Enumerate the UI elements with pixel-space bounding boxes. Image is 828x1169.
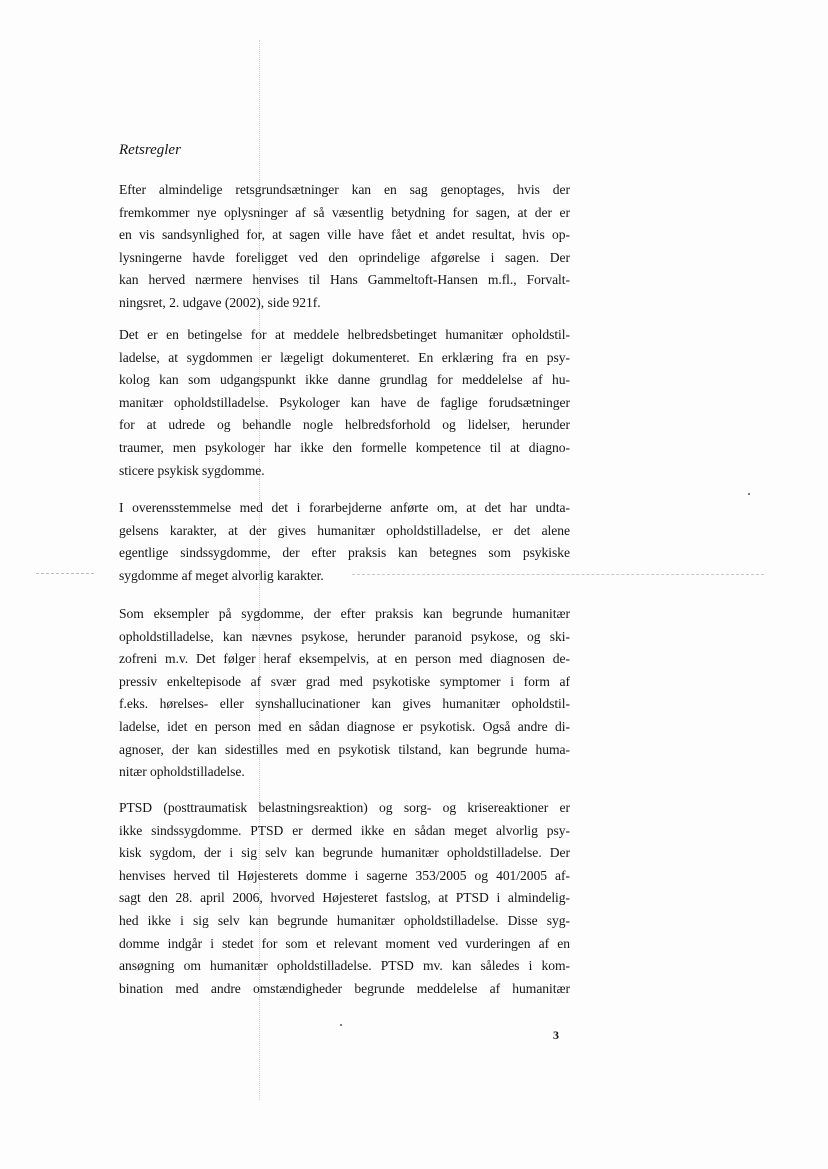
text-line: zofreni m.v. Det følger heraf eksempelvis, at en person med diagnosen de- [119,651,570,667]
paragraph [119,179,570,315]
paragraph [119,797,570,1000]
text-line: kisk sygdom, der i sig selv kan begrunde humanitær opholdstilladelse. Der [119,845,570,861]
paragraph [119,603,570,784]
paragraph [119,324,570,482]
text-line: sygdomme af meget alvorlig karakter. [119,567,324,583]
text-line: gelsens karakter, at der gives humanitær opholdstilladelse, er det alene [119,522,570,538]
section-heading: Retsregler [119,142,181,158]
text-line: manitær opholdstilladelse. Psykologer kan have de faglige forudsætninger [119,394,570,410]
text-line: Det er en betingelse for at meddele helbredsbetinget humanitær opholdstil- [119,327,570,342]
text-line: nitær opholdstilladelse. [119,764,245,780]
text-line: hed ikke i sig selv kan begrunde humanitær opholdstilladelse. Disse syg- [119,912,570,928]
text-line: f.eks. hørelses- eller synshallucinationer kan gives humanitær opholdstil- [119,696,570,712]
text-line: sagt den 28. april 2006, hvorved Højesteret fastslog, at PTSD i almindelig- [119,890,570,906]
text-line: fremkommer nye oplysninger af så væsentlig betydning for sagen, at der er [119,204,570,220]
text-line: for at udrede og behandle nogle helbredsforhold og lidelser, herunder [119,417,570,433]
scan-speck [340,1024,342,1026]
scan-speck [748,493,750,495]
paragraph [119,497,570,587]
text-line: agnoser, der kan sidestilles med en psykotisk tilstand, kan begrunde huma- [119,741,570,757]
text-line: pressiv enkeltepisode af svær grad med psykotiske symptomer i form af [119,673,570,689]
text-line: kan herved nærmere henvises til Hans Gammeltoft-Hansen m.fl., Forvalt- [119,272,570,288]
text-line: ladelse, idet en person med en sådan diagnose er psykotisk. Også andre di- [119,718,570,734]
text-line: domme indgår i stedet for som et relevant moment ved vurderingen af en [119,935,570,951]
text-line: bination med andre omstændigheder begrunde meddelelse af humanitær [119,980,570,996]
text-line: ladelse, at sygdommen er lægeligt dokumenteret. En erklæring fra en psy- [119,349,570,365]
page-number: 3 [553,1028,559,1042]
text-line: traumer, men psykologer har ikke den formelle kompetence til at diagno- [119,439,570,455]
text-line: lysningerne havde foreligget ved den oprindelige afgørelse i sagen. Der [119,249,570,265]
text-line: ningsret, 2. udgave (2002), side 921f. [119,294,321,310]
text-line: opholdstilladelse, kan nævnes psykose, herunder paranoid psykose, og ski- [119,628,570,644]
scan-artifact-left [36,573,94,574]
text-line: PTSD (posttraumatisk belastningsreaktion) og sorg- og krisereaktioner er [119,800,570,815]
text-line: egentlige sindssygdomme, der efter praksis kan betegnes som psykiske [119,545,570,561]
text-line: Efter almindelige retsgrundsætninger kan en sag genoptages, hvis der [119,182,570,197]
text-line: I overensstemmelse med det i forarbejderne anførte om, at det har undta- [119,500,570,515]
text-line: sticere psykisk sygdomme. [119,462,265,478]
text-line: ikke sindssygdomme. PTSD er dermed ikke en sådan meget alvorlig psy- [119,822,570,838]
text-line: kolog kan som udgangspunkt ikke danne grundlag for meddelelse af hu- [119,372,570,388]
text-line: en vis sandsynlighed for, at sagen ville have fået et andet resultat, hvis op- [119,227,570,243]
text-line: Som eksempler på sygdomme, der efter praksis kan begrunde humanitær [119,606,570,621]
text-line: henvises herved til Højesterets domme i sagerne 353/2005 og 401/2005 af- [119,867,570,883]
text-line: ansøgning om humanitær opholdstilladelse. PTSD mv. kan således i kom- [119,958,570,974]
